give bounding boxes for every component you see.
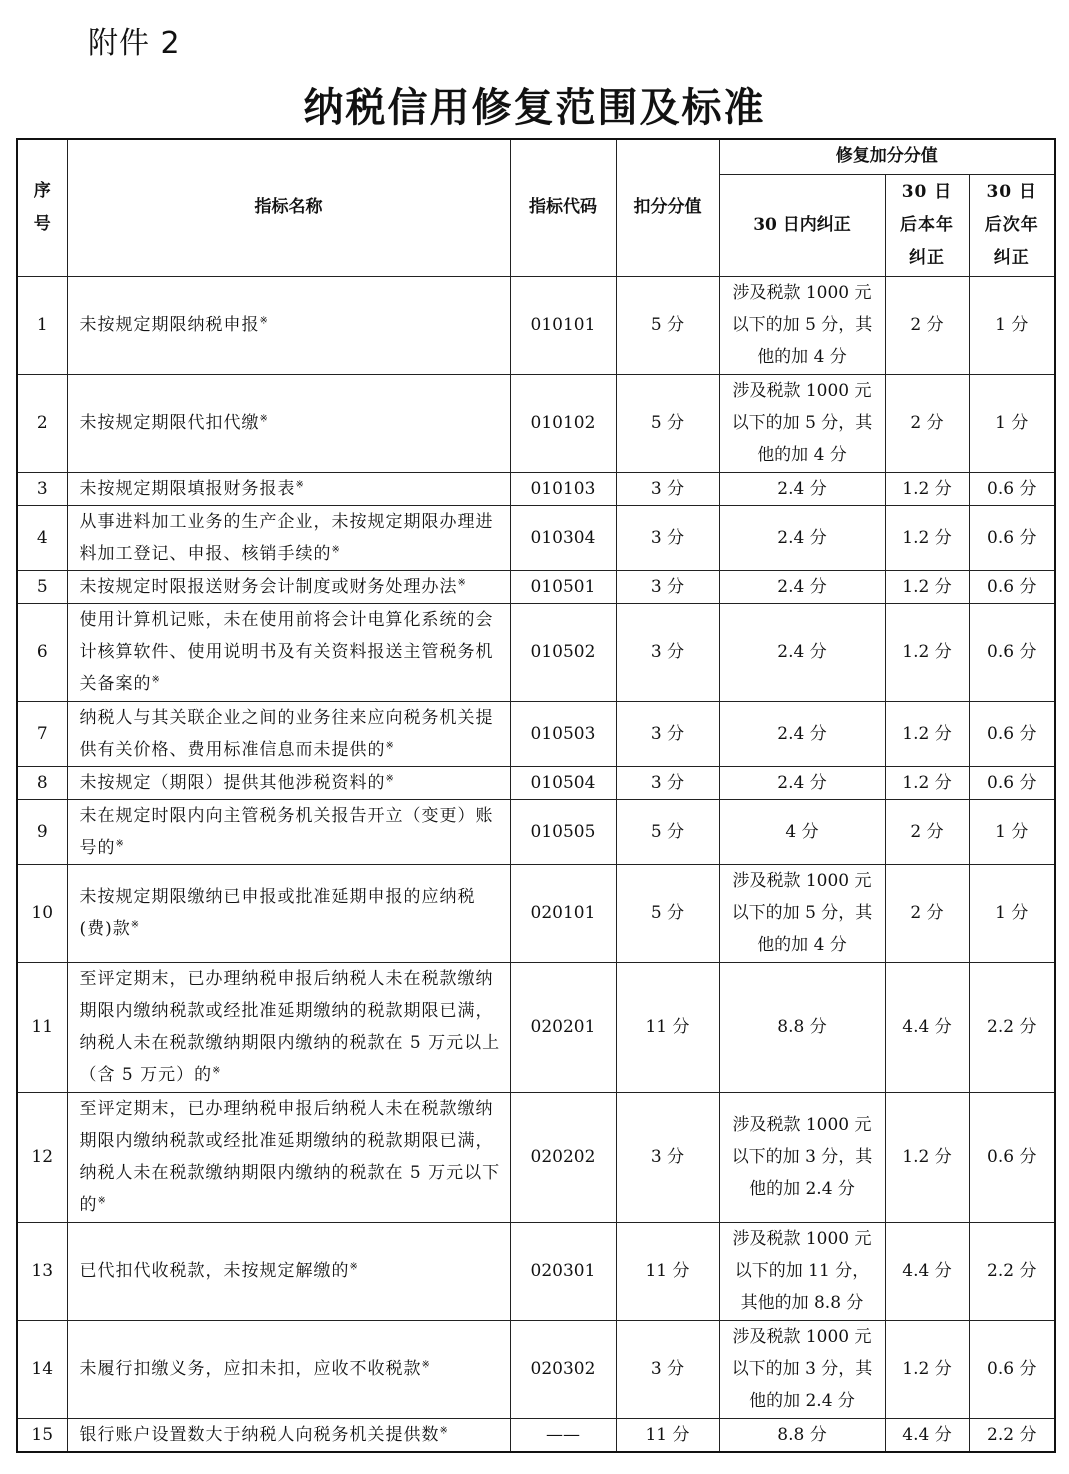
row-code-cell — [510, 864, 616, 962]
footnote-star-mark: ※ — [349, 1261, 359, 1273]
row-seq-cell — [17, 276, 67, 374]
row-deduct-cell — [616, 1222, 719, 1320]
row-seq-cell-text: 15 — [31, 1424, 54, 1445]
footnote-star-mark: ※ — [385, 772, 395, 784]
row-after30-next-cell — [969, 276, 1055, 374]
row-name-cell — [67, 505, 510, 570]
row-name-cell — [67, 374, 510, 472]
row-seq-cell-text: 13 — [31, 1261, 54, 1281]
row-seq-cell — [17, 570, 67, 603]
row-code-cell — [510, 570, 616, 603]
row-name-cell-text: 未在规定时限内向主管税务机关报告开立（变更）账号的 — [79, 805, 494, 858]
row-name-cell — [67, 603, 510, 701]
row-name-cell-text: 未按规定时限报送财务会计制度或财务处理办法 — [79, 576, 458, 597]
row-code-cell-text: 010102 — [530, 413, 596, 433]
row-deduct-cell — [616, 603, 719, 701]
row-code-cell-text: 010503 — [530, 723, 596, 744]
row-deduct-cell-text: 5 分 — [650, 903, 685, 923]
header-deduct: 扣分分值 — [616, 139, 719, 276]
row-code-cell — [510, 799, 616, 864]
row-code-cell-text: 010101 — [530, 315, 596, 335]
row-within30-cell-text: 2.4 分 — [777, 527, 827, 548]
row-deduct-cell — [616, 276, 719, 374]
row-after30-next-cell — [969, 1418, 1055, 1452]
row-within30-cell — [719, 374, 885, 472]
row-deduct-cell — [616, 570, 719, 603]
row-deduct-cell-text: 3 分 — [650, 527, 685, 548]
row-code-cell-text: 010501 — [530, 576, 596, 597]
table-row — [17, 276, 1055, 374]
row-seq-cell-text: 6 — [36, 642, 48, 662]
row-code-cell-text: 010505 — [530, 821, 596, 842]
header-name: 指标名称 — [67, 139, 510, 276]
row-after30-next-cell — [969, 799, 1055, 864]
footnote-star-mark: ※ — [385, 739, 395, 751]
row-name-cell-text: 使用计算机记账，未在使用前将会计电算化系统的会计核算软件、使用说明书及有关资料报送主管税务机关备案的 — [79, 610, 494, 694]
row-deduct-cell — [616, 374, 719, 472]
row-within30-cell-text: 2.4 分 — [777, 478, 827, 499]
row-deduct-cell — [616, 1418, 719, 1452]
row-deduct-cell-text: 11 分 — [645, 1261, 690, 1281]
row-code-cell — [510, 374, 616, 472]
row-within30-cell-text: 涉及税款 1000 元以下的加 5 分，其他的加 4 分 — [731, 871, 873, 955]
page-title: 纳税信用修复范围及标准 — [303, 84, 766, 131]
row-after30-this-cell-text: 2 分 — [910, 413, 944, 433]
row-seq-cell — [17, 603, 67, 701]
row-code-cell — [510, 962, 616, 1092]
table-row — [17, 472, 1055, 505]
row-within30-cell-text: 2.4 分 — [777, 642, 827, 662]
row-after30-this-cell-text: 2 分 — [910, 315, 944, 335]
row-within30-cell — [719, 472, 885, 505]
header-within30: 30 日内纠正 — [719, 174, 885, 276]
row-after30-next-cell — [969, 1320, 1055, 1418]
row-within30-cell — [719, 1418, 885, 1452]
row-after30-next-cell-text: 1 分 — [995, 315, 1029, 335]
row-seq-cell — [17, 1418, 67, 1452]
attachment-label: 附件 2 — [88, 26, 181, 61]
row-code-cell — [510, 1320, 616, 1418]
row-name-cell — [67, 962, 510, 1092]
row-deduct-cell — [616, 701, 719, 766]
row-seq-cell — [17, 1320, 67, 1418]
row-after30-next-cell-text: 1 分 — [995, 821, 1029, 842]
row-seq-cell-text: 12 — [31, 1147, 54, 1167]
row-seq-cell-text: 5 — [36, 576, 48, 597]
table-row — [17, 864, 1055, 962]
row-after30-next-cell-text: 1 分 — [995, 413, 1029, 433]
row-seq-cell — [17, 1222, 67, 1320]
row-deduct-cell — [616, 1092, 719, 1222]
row-name-cell — [67, 472, 510, 505]
footnote-star-mark: ※ — [115, 837, 125, 849]
row-name-cell — [67, 276, 510, 374]
row-seq-cell-text: 3 — [36, 478, 48, 499]
footnote-star-mark: ※ — [457, 576, 467, 588]
row-seq-cell-text: 9 — [36, 821, 48, 842]
footnote-star-mark: ※ — [259, 315, 269, 327]
row-within30-cell — [719, 603, 885, 701]
row-deduct-cell — [616, 864, 719, 962]
row-after30-next-cell — [969, 1092, 1055, 1222]
row-deduct-cell — [616, 1320, 719, 1418]
row-deduct-cell — [616, 799, 719, 864]
footnote-star-mark: ※ — [97, 1195, 107, 1207]
table-row — [17, 1320, 1055, 1418]
header-seq: 序号 — [17, 139, 67, 276]
row-deduct-cell-text: 11 分 — [645, 1424, 690, 1445]
row-after30-this-cell-text: 2 分 — [910, 903, 944, 923]
row-after30-this-cell — [885, 1222, 969, 1320]
row-after30-next-cell — [969, 962, 1055, 1092]
row-after30-this-cell — [885, 472, 969, 505]
row-within30-cell-text: 2.4 分 — [777, 772, 827, 793]
row-deduct-cell — [616, 766, 719, 799]
row-name-cell — [67, 701, 510, 766]
row-after30-next-cell-text: 0.6 分 — [987, 527, 1037, 548]
row-after30-this-cell — [885, 570, 969, 603]
row-within30-cell-text: 涉及税款 1000 元以下的加 5 分，其他的加 4 分 — [731, 381, 873, 465]
row-code-cell-text: 010504 — [530, 772, 596, 793]
row-name-cell — [67, 1092, 510, 1222]
row-after30-this-cell-text: 1.2 分 — [902, 642, 952, 662]
row-within30-cell-text: 2.4 分 — [777, 723, 827, 744]
table-row — [17, 603, 1055, 701]
header-after30-next-year: 30 日后次年纠正 — [969, 174, 1055, 276]
row-code-cell — [510, 472, 616, 505]
row-name-cell-text: 从事进料加工业务的生产企业，未按规定期限办理进料加工登记、申报、核销手续的 — [79, 511, 494, 564]
row-name-cell — [67, 864, 510, 962]
row-deduct-cell-text: 5 分 — [650, 315, 685, 335]
row-within30-cell — [719, 864, 885, 962]
row-seq-cell-text: 14 — [31, 1359, 54, 1379]
row-code-cell-text: 020101 — [530, 903, 596, 923]
row-seq-cell — [17, 864, 67, 962]
row-deduct-cell-text: 11 分 — [645, 1017, 690, 1037]
row-deduct-cell-text: 5 分 — [650, 821, 685, 842]
row-after30-next-cell-text: 1 分 — [995, 903, 1029, 923]
row-name-cell — [67, 1320, 510, 1418]
row-name-cell-text: 至评定期末，已办理纳税申报后纳税人未在税款缴纳期限内缴纳税款或经批准延期缴纳的税款期限已满，纳税人未在税款缴纳期限内缴纳的税款在 5 万元以下的 — [79, 1099, 501, 1215]
row-within30-cell — [719, 1092, 885, 1222]
row-within30-cell-text: 涉及税款 1000 元以下的加 3 分，其他的加 2.4 分 — [731, 1327, 873, 1411]
row-within30-cell-text: 8.8 分 — [777, 1017, 827, 1037]
row-code-cell-text: 020301 — [530, 1261, 596, 1281]
row-name-cell — [67, 799, 510, 864]
row-after30-next-cell-text: 0.6 分 — [987, 1359, 1037, 1379]
row-name-cell — [67, 1418, 510, 1452]
row-after30-next-cell — [969, 766, 1055, 799]
row-seq-cell — [17, 472, 67, 505]
row-seq-cell-text: 4 — [36, 527, 48, 548]
row-name-cell-text: 银行账户设置数大于纳税人向税务机关提供数 — [79, 1424, 440, 1445]
row-deduct-cell — [616, 472, 719, 505]
footnote-star-mark: ※ — [259, 413, 269, 425]
row-seq-cell-text: 11 — [31, 1017, 54, 1037]
row-code-cell — [510, 1418, 616, 1452]
row-after30-next-cell-text: 0.6 分 — [987, 642, 1037, 662]
row-after30-this-cell — [885, 799, 969, 864]
table-row — [17, 570, 1055, 603]
row-within30-cell — [719, 276, 885, 374]
row-deduct-cell — [616, 505, 719, 570]
row-seq-cell — [17, 766, 67, 799]
repair-standards-table — [16, 138, 1056, 1453]
row-after30-this-cell-text: 1.2 分 — [902, 772, 952, 793]
row-code-cell — [510, 603, 616, 701]
row-within30-cell — [719, 962, 885, 1092]
row-name-cell-text: 未按规定期限填报财务报表 — [79, 478, 296, 499]
row-after30-this-cell-text: 4.4 分 — [902, 1424, 952, 1445]
footnote-star-mark: ※ — [130, 919, 141, 931]
row-within30-cell-text: 8.8 分 — [777, 1424, 827, 1445]
row-within30-cell — [719, 505, 885, 570]
row-after30-next-cell — [969, 701, 1055, 766]
row-name-cell-text: 未按规定期限缴纳已申报或批准延期申报的应纳税(费)款 — [79, 887, 476, 939]
row-within30-cell — [719, 1320, 885, 1418]
row-deduct-cell-text: 3 分 — [650, 772, 685, 793]
row-within30-cell-text: 涉及税款 1000 元以下的加 5 分，其他的加 4 分 — [731, 283, 873, 367]
row-seq-cell — [17, 1092, 67, 1222]
footnote-star-mark: ※ — [421, 1359, 431, 1371]
row-after30-this-cell — [885, 1092, 969, 1222]
row-code-cell-text: 010304 — [530, 527, 596, 548]
row-after30-this-cell — [885, 962, 969, 1092]
table-row — [17, 374, 1055, 472]
row-code-cell — [510, 766, 616, 799]
table-row — [17, 962, 1055, 1092]
row-code-cell-text: 020202 — [530, 1147, 596, 1167]
row-deduct-cell-text: 3 分 — [650, 642, 685, 662]
header-repair-group: 修复加分分值 — [719, 139, 1055, 174]
row-within30-cell — [719, 766, 885, 799]
row-after30-next-cell-text: 0.6 分 — [987, 478, 1037, 499]
table-row — [17, 766, 1055, 799]
row-after30-next-cell — [969, 472, 1055, 505]
row-after30-this-cell — [885, 276, 969, 374]
row-after30-this-cell — [885, 374, 969, 472]
row-seq-cell — [17, 701, 67, 766]
row-within30-cell — [719, 570, 885, 603]
row-after30-next-cell — [969, 864, 1055, 962]
row-name-cell-text: 未按规定（期限）提供其他涉税资料的 — [79, 772, 386, 793]
row-after30-this-cell — [885, 766, 969, 799]
row-name-cell — [67, 1222, 510, 1320]
row-seq-cell-text: 1 — [36, 315, 48, 335]
row-after30-next-cell — [969, 1222, 1055, 1320]
row-name-cell-text: 未履行扣缴义务，应扣未扣，应收不收税款 — [79, 1359, 422, 1379]
row-deduct-cell-text: 3 分 — [650, 576, 685, 597]
row-name-cell-text: 未按规定期限纳税申报 — [79, 315, 260, 335]
row-after30-next-cell-text: 2.2 分 — [987, 1424, 1037, 1445]
table-row — [17, 1092, 1055, 1222]
row-name-cell — [67, 570, 510, 603]
table-row — [17, 701, 1055, 766]
row-after30-next-cell-text: 0.6 分 — [987, 1147, 1037, 1167]
header-after30-this-year: 30 日后本年纠正 — [885, 174, 969, 276]
row-code-cell-text: —— — [546, 1424, 580, 1445]
row-after30-this-cell-text: 1.2 分 — [902, 1359, 952, 1379]
row-seq-cell-text: 2 — [36, 413, 48, 433]
row-after30-next-cell — [969, 505, 1055, 570]
row-deduct-cell-text: 3 分 — [650, 1147, 685, 1167]
row-within30-cell-text: 涉及税款 1000 元以下的加 11 分，其他的加 8.8 分 — [732, 1229, 872, 1313]
row-within30-cell — [719, 1222, 885, 1320]
row-seq-cell — [17, 962, 67, 1092]
row-code-cell — [510, 1222, 616, 1320]
row-after30-this-cell-text: 1.2 分 — [902, 723, 952, 744]
row-after30-next-cell-text: 0.6 分 — [987, 772, 1037, 793]
row-within30-cell-text: 2.4 分 — [777, 576, 827, 597]
row-seq-cell-text: 7 — [36, 723, 48, 744]
row-after30-this-cell-text: 2 分 — [910, 821, 944, 842]
row-after30-this-cell-text: 1.2 分 — [902, 478, 952, 499]
row-within30-cell-text: 4 分 — [785, 821, 819, 842]
row-after30-next-cell — [969, 603, 1055, 701]
row-name-cell-text: 已代扣代收税款，未按规定解缴的 — [79, 1261, 350, 1281]
row-code-cell-text: 020201 — [530, 1017, 596, 1037]
footnote-star-mark: ※ — [439, 1424, 449, 1436]
row-deduct-cell — [616, 962, 719, 1092]
row-seq-cell-text: 8 — [36, 772, 48, 793]
table-body — [17, 276, 1055, 1452]
row-name-cell — [67, 766, 510, 799]
row-after30-this-cell-text: 4.4 分 — [902, 1261, 952, 1281]
row-after30-this-cell — [885, 864, 969, 962]
table-row — [17, 1418, 1055, 1452]
row-seq-cell-text: 10 — [31, 903, 54, 923]
table-row — [17, 1222, 1055, 1320]
row-deduct-cell-text: 3 分 — [650, 478, 685, 499]
row-after30-this-cell-text: 1.2 分 — [902, 576, 952, 597]
row-after30-this-cell — [885, 505, 969, 570]
row-name-cell-text: 至评定期末，已办理纳税申报后纳税人未在税款缴纳期限内缴纳税款或经批准延期缴纳的税款期限已满，纳税人未在税款缴纳期限内缴纳的税款在 5 万元以上（含 5 万元）的 — [79, 969, 501, 1085]
row-after30-this-cell — [885, 603, 969, 701]
row-code-cell — [510, 701, 616, 766]
row-deduct-cell-text: 3 分 — [650, 723, 685, 744]
footnote-star-mark: ※ — [295, 478, 305, 490]
row-deduct-cell-text: 5 分 — [650, 413, 685, 433]
row-code-cell-text: 010103 — [530, 478, 596, 499]
row-within30-cell-text: 涉及税款 1000 元以下的加 3 分，其他的加 2.4 分 — [731, 1115, 873, 1199]
row-after30-this-cell-text: 1.2 分 — [902, 1147, 952, 1167]
row-after30-next-cell-text: 0.6 分 — [987, 576, 1037, 597]
footnote-star-mark: ※ — [212, 1065, 222, 1077]
row-after30-this-cell-text: 4.4 分 — [902, 1017, 952, 1037]
row-after30-this-cell — [885, 1320, 969, 1418]
footnote-star-mark: ※ — [151, 674, 161, 686]
row-code-cell — [510, 276, 616, 374]
row-code-cell-text: 010502 — [530, 642, 596, 662]
row-code-cell — [510, 1092, 616, 1222]
row-code-cell — [510, 505, 616, 570]
table-row — [17, 799, 1055, 864]
row-after30-this-cell — [885, 701, 969, 766]
row-after30-next-cell-text: 2.2 分 — [987, 1261, 1037, 1281]
row-within30-cell — [719, 701, 885, 766]
row-name-cell-text: 未按规定期限代扣代缴 — [79, 413, 260, 433]
row-seq-cell — [17, 374, 67, 472]
row-code-cell-text: 020302 — [530, 1359, 596, 1379]
row-within30-cell — [719, 799, 885, 864]
row-after30-next-cell-text: 0.6 分 — [987, 723, 1037, 744]
footnote-star-mark: ※ — [331, 543, 341, 555]
row-after30-next-cell — [969, 570, 1055, 603]
header-code: 指标代码 — [510, 139, 616, 276]
row-name-cell-text: 纳税人与其关联企业之间的业务往来应向税务机关提供有关价格、费用标准信息而未提供的 — [79, 707, 494, 760]
row-deduct-cell-text: 3 分 — [650, 1359, 685, 1379]
row-after30-next-cell — [969, 374, 1055, 472]
row-after30-this-cell — [885, 1418, 969, 1452]
row-seq-cell — [17, 505, 67, 570]
row-seq-cell — [17, 799, 67, 864]
table-row — [17, 505, 1055, 570]
row-after30-this-cell-text: 1.2 分 — [902, 527, 952, 548]
row-after30-next-cell-text: 2.2 分 — [987, 1017, 1037, 1037]
